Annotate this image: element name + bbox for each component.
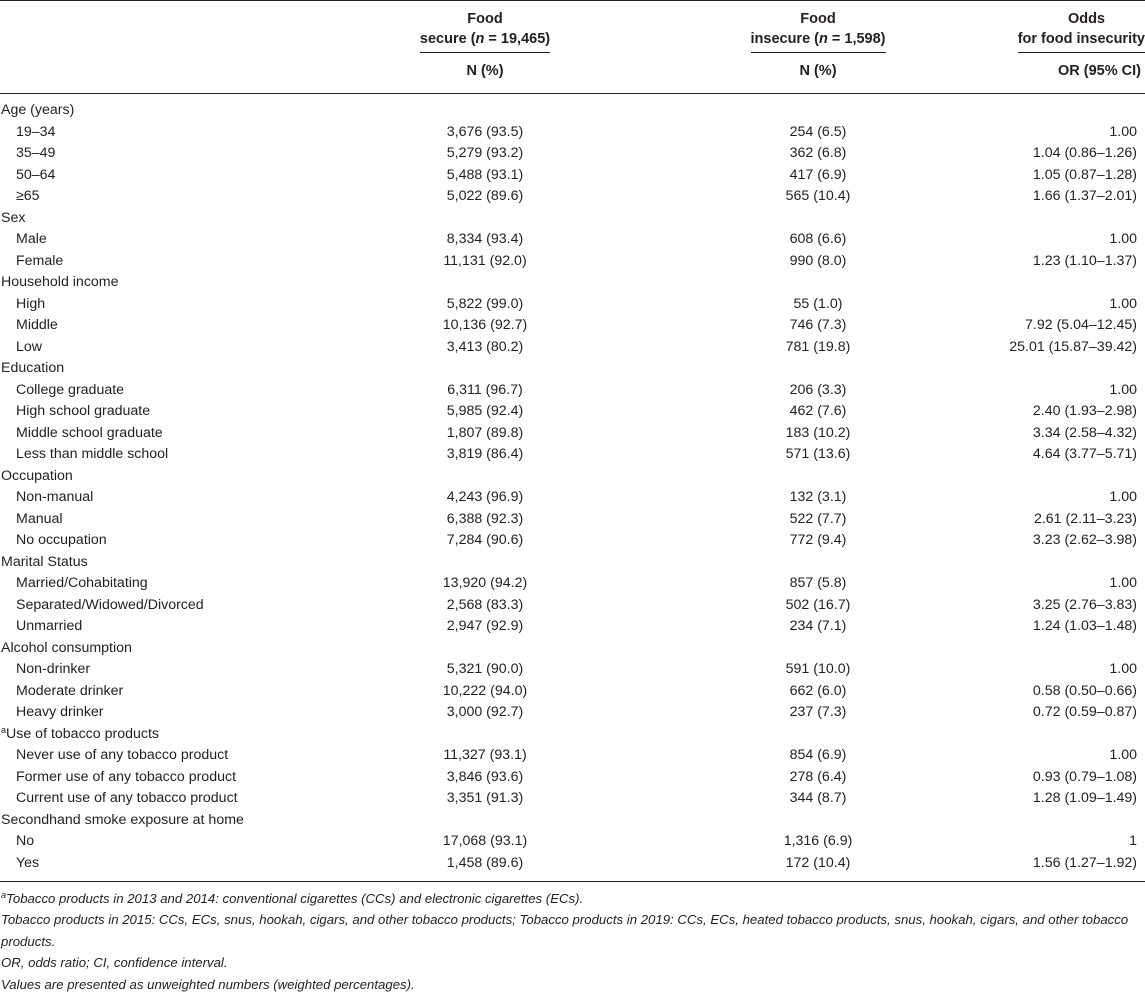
table-body bbox=[0, 100, 1145, 874]
spacer bbox=[585, 681, 718, 703]
group-header-row bbox=[0, 208, 1145, 230]
row-label: 35–49 bbox=[16, 145, 56, 161]
cell-food-insecure: 362 (6.8) bbox=[789, 145, 847, 161]
spacer bbox=[585, 745, 718, 767]
spacer bbox=[585, 401, 718, 423]
table-row bbox=[0, 616, 1145, 638]
table-row bbox=[0, 745, 1145, 767]
cell-food-insecure: 1,316 (6.9) bbox=[783, 833, 853, 849]
cell-odds-ratio: 0.93 (0.79–1.08) bbox=[1032, 768, 1138, 785]
cell-odds-ratio: 1.00 bbox=[1109, 747, 1138, 763]
cell-food-insecure: 462 (7.6) bbox=[789, 403, 847, 419]
row-label: Low bbox=[16, 338, 43, 355]
table-row bbox=[0, 573, 1145, 595]
cell-food-secure: 17,068 (93.1) bbox=[442, 833, 528, 849]
cell-food-insecure: 172 (10.4) bbox=[785, 854, 851, 871]
row-label: Manual bbox=[16, 510, 63, 527]
cell-food-insecure: 254 (6.5) bbox=[789, 123, 847, 140]
row-label: Middle bbox=[16, 317, 58, 333]
cell-food-insecure: 591 (10.0) bbox=[785, 661, 851, 677]
table-row bbox=[0, 315, 1145, 337]
row-label: Yes bbox=[16, 854, 40, 871]
cell-odds-ratio: 1.00 bbox=[1109, 231, 1138, 247]
cell-odds-ratio: 3.23 (2.62–3.98) bbox=[1032, 532, 1138, 548]
header-food-secure: Food secure (n = 19,465) bbox=[385, 9, 585, 53]
cell-food-secure: 2,947 (92.9) bbox=[446, 618, 524, 634]
cell-food-secure: 5,321 (90.0) bbox=[446, 661, 524, 677]
cell-food-secure: 1,458 (89.6) bbox=[446, 854, 524, 871]
row-label: Non-manual bbox=[16, 489, 94, 505]
group-header-row bbox=[0, 552, 1145, 574]
row-label: 19–34 bbox=[16, 123, 56, 140]
group-header-row bbox=[0, 724, 1145, 746]
row-label: No occupation bbox=[16, 532, 107, 548]
spacer bbox=[585, 831, 718, 853]
footnote-2: Tobacco products in 2015: CCs, ECs, snus, hookah, cigars, and other tobacco products; Tobacco products in 2019: CCs, ECs, heated tobacco products, snus, hookah, cigars, and other tobacco products. bbox=[1, 912, 1129, 949]
table-row bbox=[0, 251, 1145, 273]
row-label: Female bbox=[16, 252, 64, 269]
table-row bbox=[0, 122, 1145, 144]
spacer bbox=[585, 444, 718, 466]
cell-odds-ratio: 1.23 (1.10–1.37) bbox=[1032, 252, 1138, 269]
group-label: Sex bbox=[1, 209, 26, 226]
table-row bbox=[0, 831, 1145, 853]
table-row bbox=[0, 702, 1145, 724]
spacer bbox=[585, 315, 718, 337]
cell-food-secure: 5,022 (89.6) bbox=[446, 188, 524, 204]
spacer bbox=[585, 186, 718, 208]
row-label: ≥65 bbox=[16, 188, 40, 204]
spacer bbox=[585, 294, 718, 316]
spacer bbox=[585, 573, 718, 595]
group-header-row bbox=[0, 638, 1145, 660]
spacer bbox=[585, 530, 718, 552]
cell-food-insecure: 565 (10.4) bbox=[785, 188, 851, 204]
table-row bbox=[0, 767, 1145, 789]
table-row bbox=[0, 186, 1145, 208]
cell-food-secure: 5,822 (99.0) bbox=[446, 295, 524, 312]
cell-food-insecure: 990 (8.0) bbox=[789, 252, 847, 269]
cell-odds-ratio: 1.00 bbox=[1109, 123, 1138, 140]
row-label: High bbox=[16, 295, 46, 312]
spacer bbox=[585, 702, 718, 724]
cell-food-secure: 7,284 (90.6) bbox=[446, 532, 524, 548]
cell-food-secure: 5,488 (93.1) bbox=[446, 166, 524, 183]
cell-food-insecure: 417 (6.9) bbox=[789, 166, 847, 183]
group-label: Age (years) bbox=[1, 102, 75, 118]
row-label: High school graduate bbox=[16, 403, 151, 419]
spacer bbox=[585, 380, 718, 402]
cell-odds-ratio: 1 bbox=[1129, 833, 1138, 849]
spacer bbox=[585, 853, 718, 875]
cell-odds-ratio: 1.05 (0.87–1.28) bbox=[1032, 166, 1138, 183]
cell-odds-ratio: 1.00 bbox=[1109, 295, 1138, 312]
cell-food-secure: 1,807 (89.8) bbox=[446, 424, 524, 441]
table-row bbox=[0, 788, 1145, 810]
group-header-row bbox=[0, 358, 1145, 380]
group-label: Household income bbox=[1, 274, 119, 290]
cell-food-secure: 3,819 (86.4) bbox=[446, 446, 524, 462]
header-food-insecure: Food insecure (n = 1,598) bbox=[718, 9, 918, 53]
cell-odds-ratio: 1.04 (0.86–1.26) bbox=[1032, 145, 1138, 161]
group-header-row bbox=[0, 466, 1145, 488]
cell-food-insecure: 237 (7.3) bbox=[789, 704, 847, 720]
cell-odds-ratio: 1.28 (1.09–1.49) bbox=[1032, 790, 1138, 806]
table-row bbox=[0, 853, 1145, 875]
table-row bbox=[0, 165, 1145, 187]
table-row bbox=[0, 229, 1145, 251]
spacer bbox=[585, 229, 718, 251]
footnote-1: $^a$Tobacco products in 2013 and 2014: conventional cigarettes (CCs) and electronic cigarettes (ECs). bbox=[1, 890, 584, 906]
cell-food-secure: 10,222 (94.0) bbox=[442, 682, 528, 699]
cell-odds-ratio: 1.00 bbox=[1109, 381, 1138, 398]
group-label: Education bbox=[1, 360, 65, 376]
row-label: Married/Cohabitating bbox=[16, 575, 148, 591]
group-label: $^a$Use of tobacco products bbox=[1, 724, 160, 742]
cell-food-insecure: 608 (6.6) bbox=[789, 231, 847, 247]
table-footnotes bbox=[1, 888, 1141, 995]
spacer bbox=[585, 337, 718, 359]
cell-food-secure: 11,327 (93.1) bbox=[443, 747, 527, 763]
cell-food-secure: 8,334 (93.4) bbox=[446, 231, 524, 247]
table-row bbox=[0, 294, 1145, 316]
bottom-rule bbox=[0, 881, 1145, 882]
group-label: Secondhand smoke exposure at home bbox=[1, 811, 244, 828]
cell-odds-ratio: 1.00 bbox=[1109, 575, 1138, 591]
data-table bbox=[0, 100, 1145, 874]
cell-odds-ratio: 1.00 bbox=[1109, 489, 1138, 505]
footnote-3: OR, odds ratio; CI, confidence interval. bbox=[1, 955, 228, 971]
cell-food-secure: 3,000 (92.7) bbox=[446, 704, 524, 720]
cell-food-secure: 4,243 (96.9) bbox=[446, 489, 524, 505]
spacer bbox=[585, 122, 718, 144]
spacer bbox=[585, 423, 718, 445]
table-row bbox=[0, 444, 1145, 466]
row-label: Less than middle school bbox=[16, 446, 169, 462]
table-row bbox=[0, 423, 1145, 445]
cell-odds-ratio: 1.56 (1.27–1.92) bbox=[1032, 854, 1138, 871]
header-odds: Odds for food insecurity bbox=[975, 9, 1145, 53]
cell-odds-ratio: 4.64 (3.77–5.71) bbox=[1032, 446, 1138, 462]
cell-food-insecure: 772 (9.4) bbox=[789, 532, 847, 548]
cell-food-insecure: 781 (19.8) bbox=[785, 338, 851, 355]
spacer bbox=[585, 509, 718, 531]
spacer bbox=[585, 659, 718, 681]
table-row bbox=[0, 380, 1145, 402]
table-row bbox=[0, 143, 1145, 165]
cell-food-insecure: 278 (6.4) bbox=[789, 768, 847, 785]
group-header-row bbox=[0, 810, 1145, 832]
row-label: Current use of any tobacco product bbox=[16, 790, 238, 806]
row-label: Non-drinker bbox=[16, 661, 91, 677]
table-row bbox=[0, 659, 1145, 681]
spacer bbox=[585, 165, 718, 187]
cell-food-secure: 5,985 (92.4) bbox=[446, 403, 524, 419]
cell-odds-ratio: 1.66 (1.37–2.01) bbox=[1032, 188, 1138, 204]
cell-food-insecure: 55 (1.0) bbox=[793, 295, 843, 312]
spacer bbox=[585, 616, 718, 638]
subheader-n-pct-secure: N (%) bbox=[466, 63, 504, 79]
table-row bbox=[0, 401, 1145, 423]
cell-food-secure: 11,131 (92.0) bbox=[443, 252, 527, 269]
group-label: Alcohol consumption bbox=[1, 639, 132, 656]
cell-food-secure: 3,676 (93.5) bbox=[446, 123, 524, 140]
table-row bbox=[0, 595, 1145, 617]
cell-odds-ratio: 1.24 (1.03–1.48) bbox=[1032, 618, 1138, 634]
spacer bbox=[585, 788, 718, 810]
spacer bbox=[585, 251, 718, 273]
row-label: Never use of any tobacco product bbox=[16, 747, 229, 763]
cell-food-secure: 13,920 (94.2) bbox=[442, 575, 528, 591]
cell-food-insecure: 662 (6.0) bbox=[789, 682, 847, 699]
cell-food-secure: 3,351 (91.3) bbox=[446, 790, 524, 806]
cell-odds-ratio: 7.92 (5.04–12.45) bbox=[1025, 317, 1138, 333]
row-label: Heavy drinker bbox=[16, 704, 104, 720]
group-label: Marital Status bbox=[1, 553, 88, 570]
cell-food-insecure: 183 (10.2) bbox=[785, 424, 851, 441]
cell-food-insecure: 746 (7.3) bbox=[789, 317, 847, 333]
cell-food-insecure: 522 (7.7) bbox=[789, 510, 847, 527]
table-row bbox=[0, 337, 1145, 359]
subheader-n-pct-insecure: N (%) bbox=[799, 63, 837, 79]
footnote-4: Values are presented as unweighted numbers (weighted percentages). bbox=[1, 976, 415, 992]
cell-food-insecure: 571 (13.6) bbox=[785, 446, 851, 462]
cell-food-secure: 3,846 (93.6) bbox=[446, 768, 524, 785]
spacer bbox=[585, 143, 718, 165]
cell-food-insecure: 854 (6.9) bbox=[789, 747, 847, 763]
cell-odds-ratio: 2.61 (2.11–3.23) bbox=[1033, 510, 1138, 527]
cell-food-insecure: 234 (7.1) bbox=[789, 618, 847, 634]
cell-food-secure: 5,279 (93.2) bbox=[446, 145, 524, 161]
row-label: 50–64 bbox=[16, 166, 56, 183]
row-label: Moderate drinker bbox=[16, 682, 124, 699]
cell-odds-ratio: 2.40 (1.93–2.98) bbox=[1032, 403, 1138, 419]
top-rule bbox=[0, 0, 1145, 1]
cell-food-secure: 10,136 (92.7) bbox=[442, 317, 528, 333]
cell-food-insecure: 344 (8.7) bbox=[789, 790, 847, 806]
group-header-row bbox=[0, 272, 1145, 294]
cell-food-insecure: 132 (3.1) bbox=[789, 489, 847, 505]
table-row bbox=[0, 509, 1145, 531]
row-label: No bbox=[16, 833, 35, 849]
cell-food-insecure: 206 (3.3) bbox=[789, 381, 847, 398]
cell-food-secure: 3,413 (80.2) bbox=[446, 338, 524, 355]
table-row bbox=[0, 487, 1145, 509]
cell-food-secure: 2,568 (83.3) bbox=[446, 596, 524, 613]
row-label: Separated/Widowed/Divorced bbox=[16, 596, 204, 613]
row-label: Unmarried bbox=[16, 618, 83, 634]
cell-odds-ratio: 3.25 (2.76–3.83) bbox=[1032, 596, 1138, 613]
group-header-row bbox=[0, 100, 1145, 122]
cell-food-insecure: 857 (5.8) bbox=[789, 575, 847, 591]
group-label: Occupation bbox=[1, 467, 73, 484]
cell-food-insecure: 502 (16.7) bbox=[785, 596, 851, 613]
cell-odds-ratio: 0.72 (0.59–0.87) bbox=[1032, 704, 1138, 720]
header-rule bbox=[0, 93, 1145, 94]
cell-odds-ratio: 1.00 bbox=[1109, 661, 1138, 677]
cell-odds-ratio: 0.58 (0.50–0.66) bbox=[1032, 682, 1138, 699]
cell-food-secure: 6,311 (96.7) bbox=[447, 381, 523, 398]
spacer bbox=[585, 487, 718, 509]
spacer bbox=[585, 595, 718, 617]
spacer bbox=[585, 767, 718, 789]
cell-food-secure: 6,388 (92.3) bbox=[446, 510, 524, 527]
row-label: College graduate bbox=[16, 381, 125, 398]
cell-odds-ratio: 25.01 (15.87–39.42) bbox=[1009, 338, 1138, 355]
row-label: Middle school graduate bbox=[16, 424, 163, 441]
row-label: Former use of any tobacco product bbox=[16, 768, 237, 785]
table-row bbox=[0, 681, 1145, 703]
row-label: Male bbox=[16, 231, 47, 247]
table-row bbox=[0, 530, 1145, 552]
cell-odds-ratio: 3.34 (2.58–4.32) bbox=[1032, 424, 1138, 441]
subheader-or-ci: OR (95% CI) bbox=[1058, 63, 1141, 79]
